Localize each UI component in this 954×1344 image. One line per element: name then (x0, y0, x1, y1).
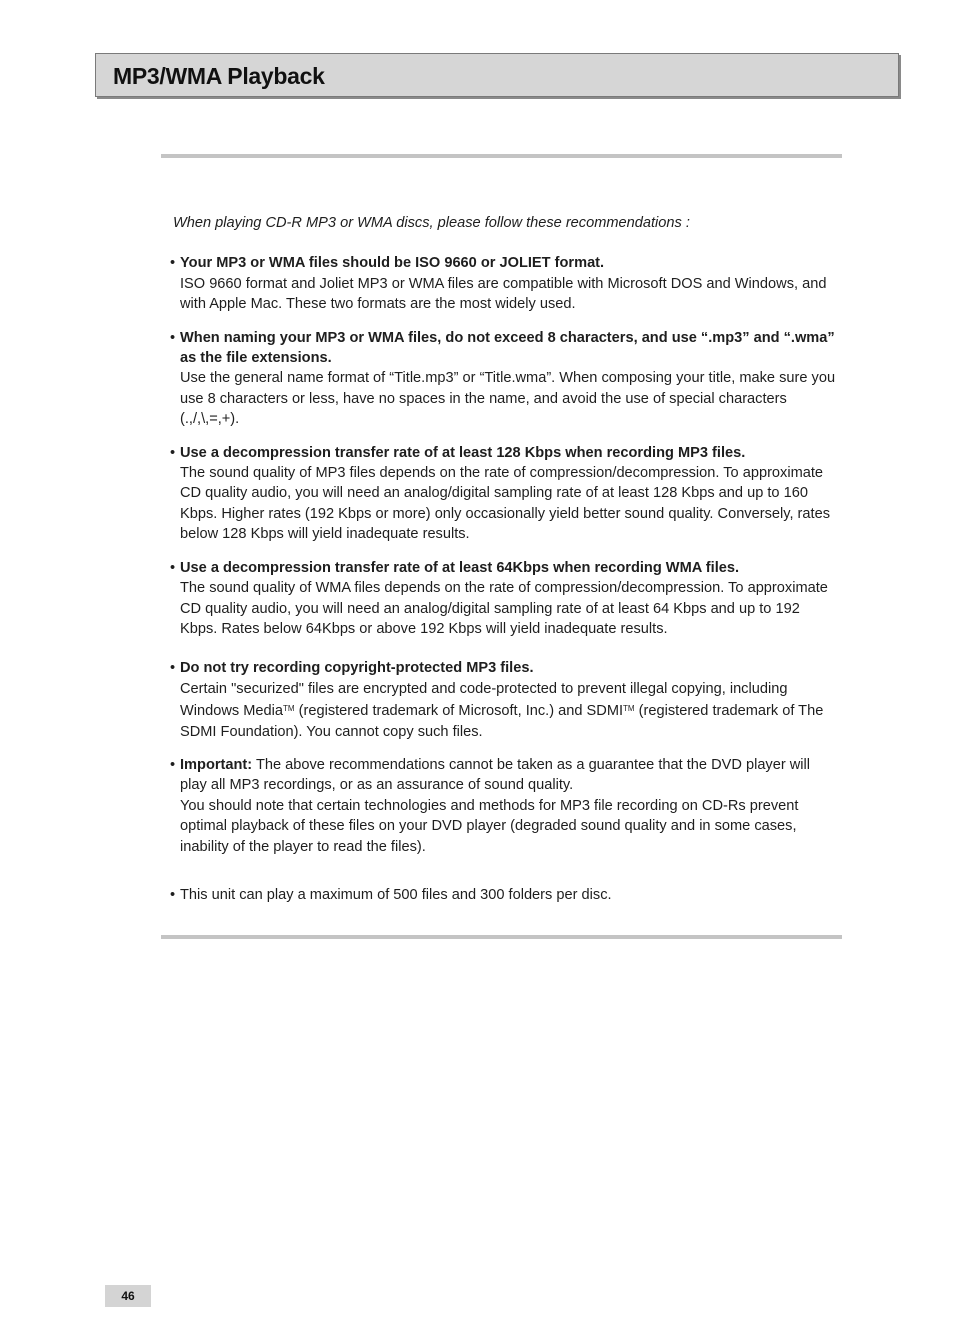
trademark-mark: TM (623, 704, 635, 714)
recommendation-body: This unit can play a maximum of 500 files and 300 folders per disc. (180, 886, 612, 903)
bottom-divider (161, 935, 842, 939)
recommendation-body: The sound quality of MP3 files depends on the rate of compression/decompression. To approximate CD quality audio, you will need an analog/digital sampling rate of at least 128 Kbps and up to 160 Kbps. Higher rates (192 Kbps or more) only occasionally yield better sound quality. Conversely, rates below 128 Kbps will yield inadequate results. (180, 465, 831, 543)
recommendation-iso-format (170, 253, 840, 314)
bullet: • (170, 886, 176, 903)
recommendation-title: Your MP3 or WMA files should be ISO 9660 or JOLIET format. (180, 255, 605, 272)
bullet: • (170, 255, 176, 272)
recommendation-body: The sound quality of WMA files depends on the rate of compression/decompression. To approximate CD quality audio, you will need an analog/digital sampling rate of at least 64 Kbps and up to 192 Kbps. Rates below 64Kbps or above 192 Kbps will yield inadequate results. (180, 580, 828, 637)
recommendation-body: Use the general name format of “Title.mp3” or “Title.wma”. When composing your title, make sure you use 8 characters or less, have no spaces in the name, and avoid the use of special characters (.,/,\,=,+). (180, 370, 836, 428)
page-title: MP3/WMA Playback (113, 63, 325, 89)
page-number: 46 (105, 1285, 151, 1307)
recommendation-file-naming (170, 328, 840, 430)
bullet: • (170, 444, 176, 461)
section-header (95, 53, 899, 97)
bullet: • (170, 756, 176, 773)
recommendation-max-files (170, 885, 840, 905)
bullet: • (170, 559, 176, 576)
recommendation-body: ISO 9660 format and Joliet MP3 or WMA files are compatible with Microsoft DOS and Windows, and with Apple Mac. These two formats are the most widely used. (180, 275, 827, 313)
recommendation-copyright (170, 658, 840, 742)
recommendations-content (170, 213, 840, 918)
recommendation-title: Do not try recording copyright-protected MP3 files. (180, 660, 534, 677)
recommendation-title: Use a decompression transfer rate of at least 64Kbps when recording WMA files. (180, 559, 740, 576)
important-label: Important: (180, 756, 253, 773)
recommendation-mp3-bitrate (170, 443, 840, 545)
body-text: (registered trademark of Microsoft, Inc.) and SDMI (294, 703, 624, 720)
recommendation-body-note: You should note that certain technologies and methods for MP3 file recording on CD-Rs prevent optimal playback of these files on your DVD player (degraded sound quality and in some cases, inability of the player to read the files). (180, 797, 799, 855)
top-divider (161, 154, 842, 158)
trademark-mark: TM (283, 704, 295, 714)
recommendation-body (180, 679, 840, 742)
recommendation-title: When naming your MP3 or WMA files, do not exceed 8 characters, and use “.mp3” and “.wma” as the file extensions. (180, 329, 835, 367)
body-text: The above recommendations cannot be taken as a guarantee that the DVD player will play all MP3 recordings, or as an assurance of sound quality. (180, 756, 811, 794)
recommendation-body (180, 755, 840, 796)
intro-text: When playing CD-R MP3 or WMA discs, please follow these recommendations : (173, 215, 690, 231)
body-text: Certain "securized" files are encrypted and code-protected to prevent illegal copying, including Windows Media (180, 680, 788, 720)
recommendation-important (170, 755, 840, 857)
recommendation-wma-bitrate (170, 558, 840, 640)
body-text: (registered trademark of The SDMI Foundation). You cannot copy such files. (180, 703, 824, 740)
recommendation-title: Use a decompression transfer rate of at least 128 Kbps when recording MP3 files. (180, 444, 746, 461)
bullet: • (170, 660, 176, 677)
bullet: • (170, 329, 176, 346)
